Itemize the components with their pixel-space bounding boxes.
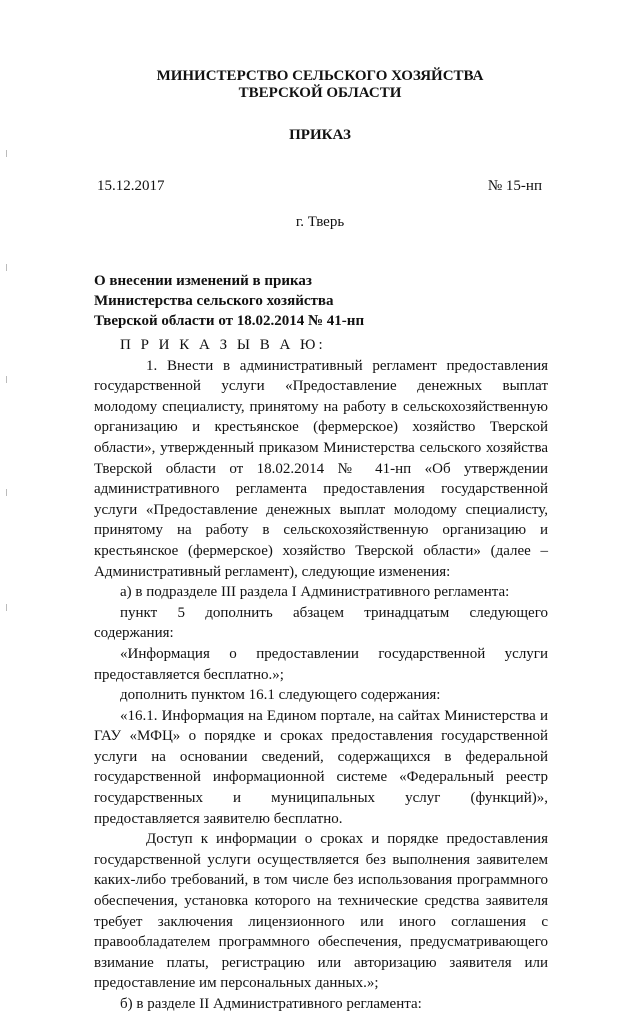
document-body <box>94 335 548 1015</box>
subject-line2: Министерства сельского хозяйства <box>94 293 334 309</box>
margin-mark <box>6 489 7 496</box>
paragraph-6: «16.1. Информация на Едином портале, на сайтах Министерства и ГАУ «МФЦ» о порядке и сроках предоставления государственной услуги на основании сведений, содержащихся в федеральной государственной информационной системе «Федеральный реестр государственных и муниципальных услуг (функций)», предоставляется заявителю бесплатно. <box>94 707 548 827</box>
paragraph-4: «Информация о предоставлении государственной услуги предоставляется бесплатно.»; <box>94 645 548 683</box>
ministry-title-line2: ТВЕРСКОЙ ОБЛАСТИ <box>238 85 402 101</box>
paragraph-7: Доступ к информации о сроках и порядке предоставления государственной услуги осуществляется без выполнения заявителем каких-либо требований, в том числе без использования программного обеспечения, установка которого на технические средства заявителя требует заключения лицензионного или иного соглашения с правообладателем программного обеспечения, предусматривающего взимание платы, регистрацию или авторизацию заявителя или предоставление им персональных данных.»; <box>94 831 548 992</box>
ministry-title-line1: МИНИСТЕРСТВО СЕЛЬСКОГО ХОЗЯЙСТВА <box>156 68 484 84</box>
document-subject <box>94 271 364 331</box>
margin-mark <box>6 264 7 271</box>
margin-mark <box>6 604 7 611</box>
document-type: ПРИКАЗ <box>289 127 351 143</box>
margin-mark <box>6 376 7 383</box>
margin-mark <box>6 150 7 157</box>
order-word: П Р И К А З Ы В А Ю: <box>120 337 326 353</box>
paragraph-1: 1. Внести в административный регламент предоставления государственной услуги «Предоставление денежных выплат молодому специалисту, принятому на работу в сельскохозяйственную организацию и крестьянское (фермерское) хозяйство Тверской области», утвержденный приказом Министерства сельского хозяйства Тверской области от 18.02.2014 № 41-нп «Об утверждении административного регламента предоставления государственной услуги «Предоставление денежных выплат молодому специалисту, принятому на работу в сельскохозяйственную организацию и крестьянское (фермерское) хозяйство Тверской области» (далее – Административный регламент), следующие изменения: <box>94 357 548 580</box>
paragraph-8: б) в разделе II Административного регламента: <box>120 996 422 1012</box>
document-number: № 15-нп <box>487 178 542 194</box>
subject-line3: Тверской области от 18.02.2014 № 41-нп <box>94 313 365 329</box>
document-city: г. Тверь <box>295 214 345 230</box>
paragraph-3: пункт 5 дополнить абзацем тринадцатым следующего содержания: <box>94 604 548 642</box>
subject-line1: О внесении изменений в приказ <box>94 273 312 289</box>
document-date: 15.12.2017 <box>97 178 165 194</box>
paragraph-5: дополнить пунктом 16.1 следующего содержания: <box>120 687 441 704</box>
paragraph-2: а) в подразделе III раздела I Административного регламента: <box>120 584 510 601</box>
